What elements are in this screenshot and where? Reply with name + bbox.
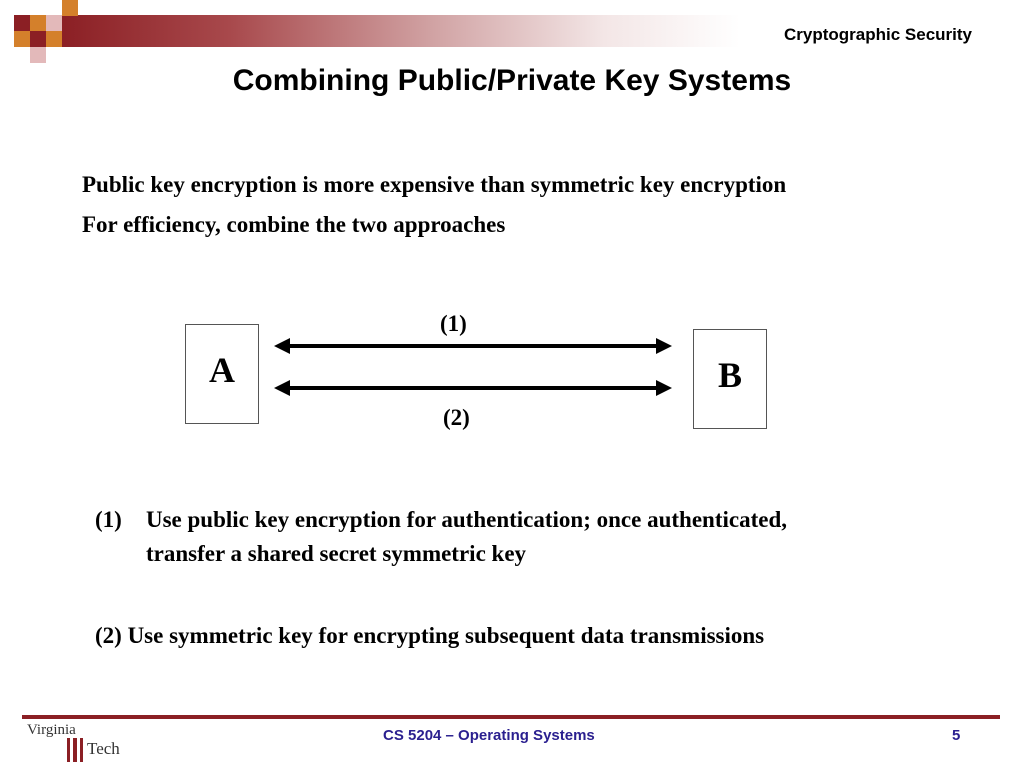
note-1-line-2: transfer a shared secret symmetric key bbox=[146, 541, 527, 566]
bullet-line: For efficiency, combine the two approaches bbox=[82, 212, 506, 237]
slide-title: Combining Public/Private Key Systems bbox=[232, 64, 792, 97]
header-title: Cryptographic Security bbox=[784, 25, 972, 44]
arrow-2-label: (2) bbox=[443, 405, 470, 430]
arrow-1 bbox=[274, 338, 672, 354]
virginia-tech-logo bbox=[25, 720, 140, 765]
note-1-line-1: Use public key encryption for authentication; once authenticated, bbox=[146, 507, 788, 532]
note-2: (2) Use symmetric key for encrypting subsequent data transmissions bbox=[95, 623, 765, 648]
logo-text-bottom: Tech bbox=[87, 739, 120, 758]
page-number: 5 bbox=[952, 727, 961, 744]
footer-course: CS 5204 – Operating Systems bbox=[383, 727, 595, 744]
node-b-box bbox=[693, 329, 767, 429]
note-1-marker: (1) bbox=[95, 507, 122, 532]
node-b-label: B bbox=[717, 355, 742, 395]
footer-rule bbox=[22, 715, 1000, 719]
arrow-1-label: (1) bbox=[440, 311, 467, 336]
bullet-line: Public key encryption is more expensive than symmetric key encryption bbox=[82, 172, 787, 197]
node-a-box bbox=[185, 324, 259, 424]
arrow-2 bbox=[274, 380, 672, 396]
logo-text-top: Virginia bbox=[27, 722, 76, 738]
node-a-label: A bbox=[209, 350, 235, 390]
